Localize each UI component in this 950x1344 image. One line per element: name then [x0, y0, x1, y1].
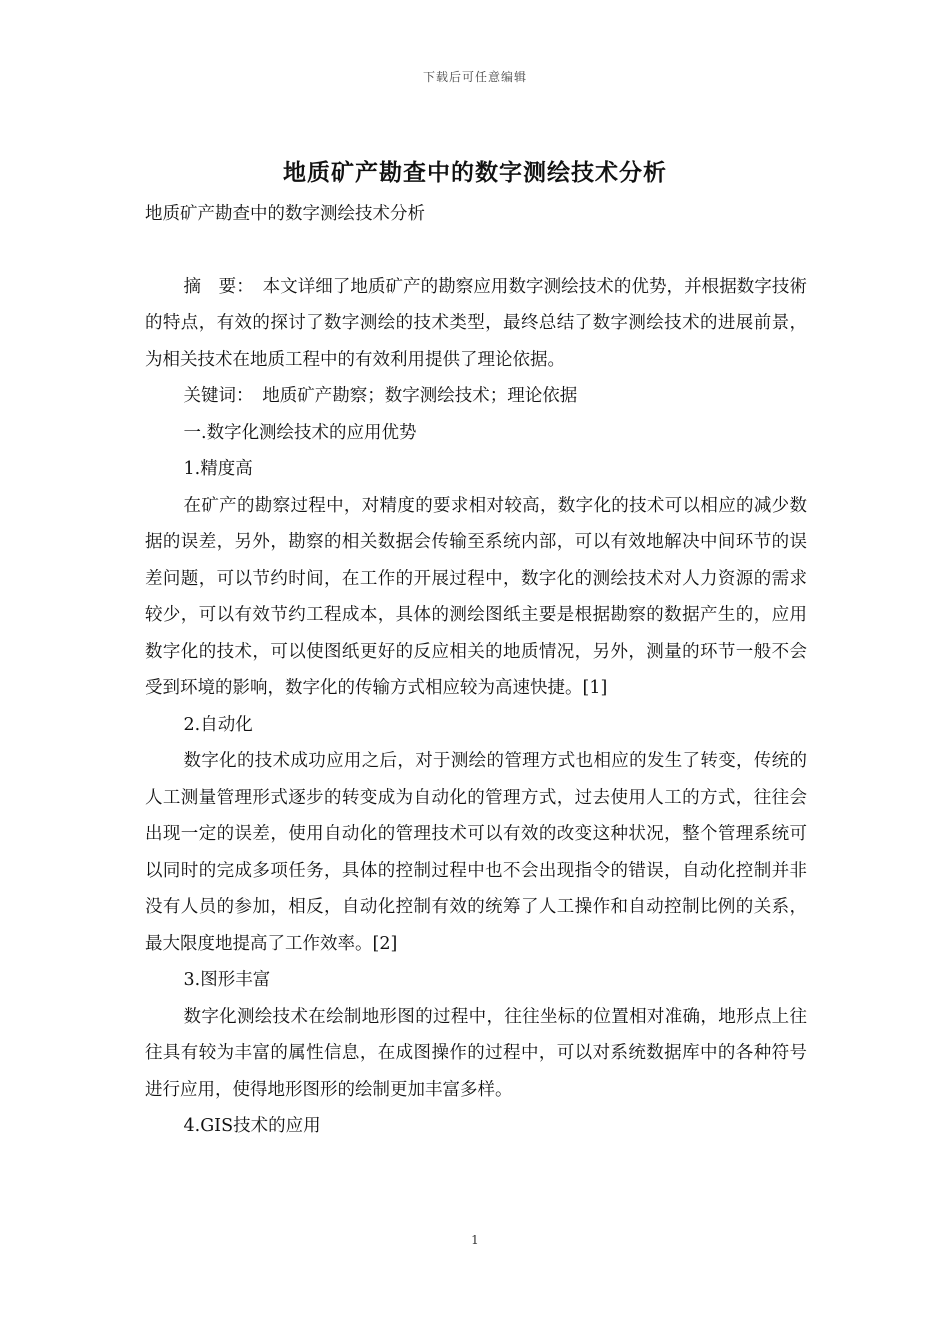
header-note: 下载后可任意编辑 [422, 70, 527, 84]
item-paragraph-graphics: 数字化测绘技术在绘制地形图的过程中，往往坐标的位置相对准确，地形点上往往具有较为丰富的属性信息，在成图操作的过程中，可以对系统数据库中的各种符号进行应用，使得地形图形的绘制更加丰富多样。 [145, 1006, 807, 1100]
page-number: 1 [471, 1233, 479, 1247]
item-paragraph-accuracy: 在矿产的勘察过程中，对精度的要求相对较高，数字化的技术可以相应的减少数据的误差，另外，勘察的相关数据会传输至系统内部，可以有效地解决中间环节的误差问题，可以节约时间，在工作的开展过程中，数字化的测绘技术对人力资源的需求较少，可以有效节约工程成本，具体的测绘图纸主要是根据勘察的数据产生的，应用数字化的技术，可以使图纸更好的反应相关的地质情况，另外，测量的环节一般不会受到环境的影响，数字化的传输方式相应较为高速快捷。[1] [145, 495, 807, 698]
document-title: 地质矿产勘查中的数字测绘技术分析 [283, 159, 667, 186]
item-heading-graphics: 3.图形丰富 [183, 970, 271, 990]
item-heading-accuracy: 1.精度高 [183, 459, 253, 479]
document-subtitle: 地质矿产勘查中的数字测绘技术分析 [145, 204, 425, 224]
item-heading-automation: 2.自动化 [183, 714, 253, 735]
item-heading-gis: 4.GIS技术的应用 [183, 1116, 321, 1136]
document-body [145, 196, 807, 1145]
abstract-paragraph: 摘 要： 本文详细了地质矿产的勘察应用数字测绘技术的优势，并根据数字技術的特点，有效的探讨了数字测绘的技术类型，最终总结了数字测绘技术的进展前景，为相关技术在地质工程中的有效利用提供了理论依据。 [145, 276, 807, 370]
section-heading: 一.数字化测绘技术的应用优势 [183, 422, 417, 443]
item-paragraph-automation: 数字化的技术成功应用之后，对于测绘的管理方式也相应的发生了转变，传统的人工测量管理形式逐步的转变成为自动化的管理方式，过去使用人工的方式，往往会出现一定的误差，使用自动化的管理技术可以有效的改变这种状况，整个管理系统可以同时的完成多项任务，具体的控制过程中也不会出现指令的错误，自动化控制并非没有人员的参加，相反，自动化控制有效的统筹了人工操作和自动控制比例的关系，最大限度地提高了工作效率。[2] [145, 751, 807, 954]
keywords-line: 关键词： 地质矿产勘察；数字测绘技术；理论依据 [183, 386, 578, 406]
